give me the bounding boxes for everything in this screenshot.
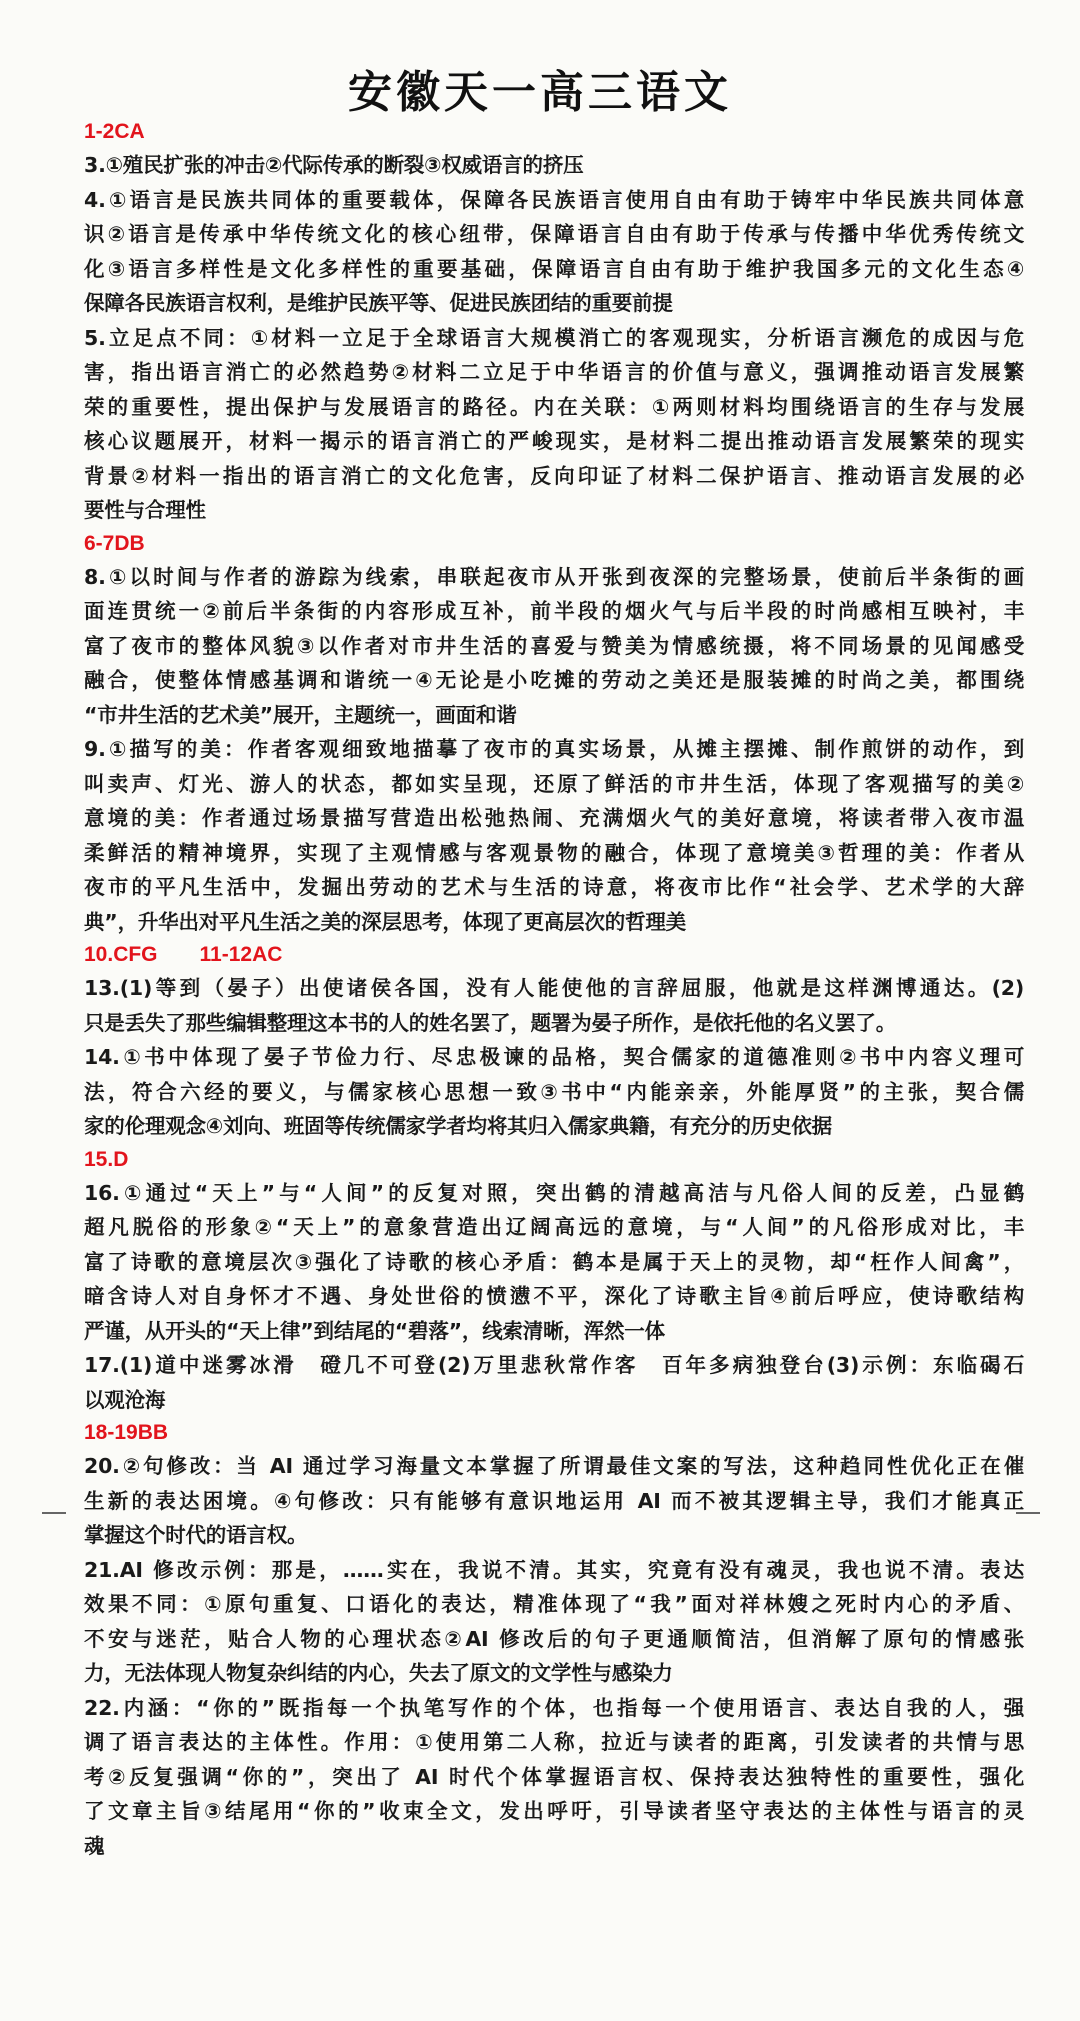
answer-line: 只是丢失了那些编辑整理这本书的人的姓名罢了，题署为晏子所作，是依托他的名义罢了。 [84,1010,896,1035]
answer-line: 5.立足点不同：①材料一立足于全球语言大规模消亡的客观现实，分析语言濒危的成因与危 [84,325,1024,350]
answer-key-text: 1-2CA [84,120,145,143]
answer-line: 害，指出语言消亡的必然趋势②材料二立足于中华语言的价值与意义，强调推动语言发展繁 [84,360,1024,384]
answer-line: 14.①书中体现了晏子节俭力行、尽忠极谏的品格，契合儒家的道德准则②书中内容义理可 [84,1045,1024,1069]
answer-line: 叫卖声、灯光、游人的状态，都如实呈现，还原了鲜活的市井生活，体现了客观描写的美② [84,771,1024,796]
answer-line: 17.(1)道中迷雾冰滑 磴几不可登(2)万里悲秋常作客 百年多病独登台(3)示例：东临碣石 [84,1353,1024,1377]
answer-line: 力，无法体现人物复杂纠结的内心，失去了原文的文学性与感染力 [84,1661,673,1685]
answer-paragraph [84,1348,1024,1417]
answer-line: 掌握这个时代的语言权。 [84,1523,308,1547]
answer-line: 融合，使整体情感基调和谐统一④无论是小吃摊的劳动之美还是服装摊的时尚之美，都围绕 [84,668,1024,692]
answer-line: 意境的美：作者通过场景描写营造出松弛热闹、充满烟火气的美好意境，将读者带入夜市温 [84,806,1024,830]
answer-key [84,1417,1024,1449]
answer-line: 4.①语言是民族共同体的重要载体，保障各民族语言使用自由有助于铸牢中华民族共同体意 [84,187,1024,212]
answer-line: 夜市的平凡生活中，发掘出劳动的艺术与生活的诗意，将夜市比作“社会学、艺术学的大辞 [84,875,1024,899]
answer-line: 家的伦理观念④刘向、班固等传统儒家学者均将其归入儒家典籍，有充分的历史依据 [84,1114,832,1138]
answer-line: “市井生活的艺术美”展开，主题统一，画面和谐 [84,702,517,727]
answer-line: 严谨，从开头的“天上律”到结尾的“碧落”，线索清晰，浑然一体 [84,1318,665,1343]
answer-line: 魂 [84,1833,105,1858]
fold-mark-left [42,1512,66,1514]
answer-paragraph [84,971,1024,1040]
answer-line: 化③语言多样性是文化多样性的重要基础，保障语言自由有助于维护我国多元的文化生态④ [84,256,1024,281]
answer-line: 要性与合理性 [84,498,206,522]
answer-paragraph [84,321,1024,528]
answer-line: 富了诗歌的意境层次③强化了诗歌的核心矛盾：鹤本是属于天上的灵物，却“枉作人间禽”， [84,1249,1024,1274]
answer-line: 了文章主旨③结尾用“你的”收束全文，发出呼吁，引导读者坚守表达的主体性与语言的灵 [84,1799,1024,1823]
answer-paragraph [84,1176,1024,1349]
answer-line: 效果不同：①原句重复、口语化的表达，精准体现了“我”面对祥林嫂之死时内心的矛盾、 [84,1592,1024,1616]
answer-line: 20.②句修改：当 AI 通过学习海量文本掌握了所谓最佳文案的写法，这种趋同性优化正在催 [84,1454,1024,1478]
answer-line: 22.内涵：“你的”既指每一个执笔写作的个体，也指每一个使用语言、表达自我的人，强 [84,1695,1024,1720]
page-title: 安徽天一高三语文 [348,67,732,118]
answer-line: 保障各民族语言权利，是维护民族平等、促进民族团结的重要前提 [84,291,673,315]
answer-paragraph [84,732,1024,939]
answer-paragraph [84,1691,1024,1864]
answer-key [84,1144,1024,1176]
answer-paragraph [84,1449,1024,1553]
answer-line: 法，符合六经的要义，与儒家核心思想一致③书中“内能亲亲，外能厚贤”的主张，契合儒 [84,1079,1024,1104]
answer-line: 考②反复强调“你的”，突出了 AI 时代个体掌握语言权、保持表达独特性的重要性，强化 [84,1764,1024,1789]
answer-line: 生新的表达困境。④句修改：只有能够有意识地运用 AI 而不被其逻辑主导，我们才能真正 [84,1488,1024,1513]
answer-line: 富了夜市的整体风貌③以作者对市井生活的喜爱与赞美为情感统摄，将不同场景的见闻感受 [84,633,1024,658]
answer-line: 面连贯统一②前后半条街的内容形成互补，前半段的烟火气与后半段的时尚感相互映衬，丰 [84,599,1024,623]
answer-key [84,116,1024,148]
answer-key-text: 10.CFG [84,943,158,966]
answer-paragraph [84,183,1024,321]
answer-key-text: 18-19BB [84,1421,169,1444]
answer-line: 核心议题展开，材料一揭示的语言消亡的严峻现实，是材料二提出推动语言发展繁荣的现实 [84,429,1024,453]
answer-line: 背景②材料一指出的语言消亡的文化危害，反向印证了材料二保护语言、推动语言发展的必 [84,463,1024,488]
answer-line: 8.①以时间与作者的游踪为线索，串联起夜市从开张到夜深的完整场景，使前后半条街的画 [84,564,1024,589]
answer-key-text: 15.D [84,1147,129,1171]
answer-line: 以观沧海 [84,1387,166,1412]
answer-content [84,116,1024,1863]
answer-line: 暗含诗人对自身怀才不遇、身处世俗的愤懑不平，深化了诗歌主旨④前后呼应，使诗歌结构 [84,1284,1024,1308]
answer-line: 识②语言是传承中华传统文化的核心纽带，保障语言自由有助于传承与传播中华优秀传统文 [84,222,1024,246]
answer-line: 调了语言表达的主体性。作用：①使用第二人称，拉近与读者的距离，引发读者的共情与思 [84,1730,1024,1754]
answer-paragraph [84,148,1024,183]
answer-paragraph [84,1040,1024,1144]
answer-key [84,528,1024,560]
answer-key-text: 11-12AC [199,943,283,966]
answer-paragraph [84,560,1024,733]
answer-line: 典”，升华出对平凡生活之美的深层思考，体现了更高层次的哲理美 [84,909,686,934]
answer-line: 21.AI 修改示例：那是，……实在，我说不清。其实，究竟有没有魂灵，我也说不清。表达 [84,1557,1024,1582]
fold-mark-right [1016,1512,1040,1514]
answer-line: 16.①通过“天上”与“人间”的反复对照，突出鹤的清越高洁与凡俗人间的反差，凸显鹤 [84,1180,1024,1205]
answer-line: 不安与迷茫，贴合人物的心理状态②AI 修改后的句子更通顺简洁，但消解了原句的情感张 [84,1626,1024,1651]
answer-line: 柔鲜活的精神境界，实现了主观情感与客观景物的融合，体现了意境美③哲理的美：作者从 [84,840,1024,865]
answer-key-text: 6-7DB [84,531,145,555]
answer-line: 9.①描写的美：作者客观细致地描摹了夜市的真实场景，从摊主摆摊、制作煎饼的动作，到 [84,737,1024,761]
answer-line: 超凡脱俗的形象②“天上”的意象营造出辽阔高远的意境，与“人间”的凡俗形成对比，丰 [84,1215,1024,1239]
answer-line: 13.(1)等到（晏子）出使诸侯各国，没有人能使他的言辞屈服，他就是这样渊博通达。(2) [84,976,1024,1000]
answer-line: 荣的重要性，提出保护与发展语言的路径。内在关联：①两则材料均围绕语言的生存与发展 [84,394,1024,419]
answer-key [84,939,1024,971]
answer-line: 3.①殖民扩张的冲击②代际传承的断裂③权威语言的挤压 [84,153,584,177]
answer-paragraph [84,1553,1024,1691]
